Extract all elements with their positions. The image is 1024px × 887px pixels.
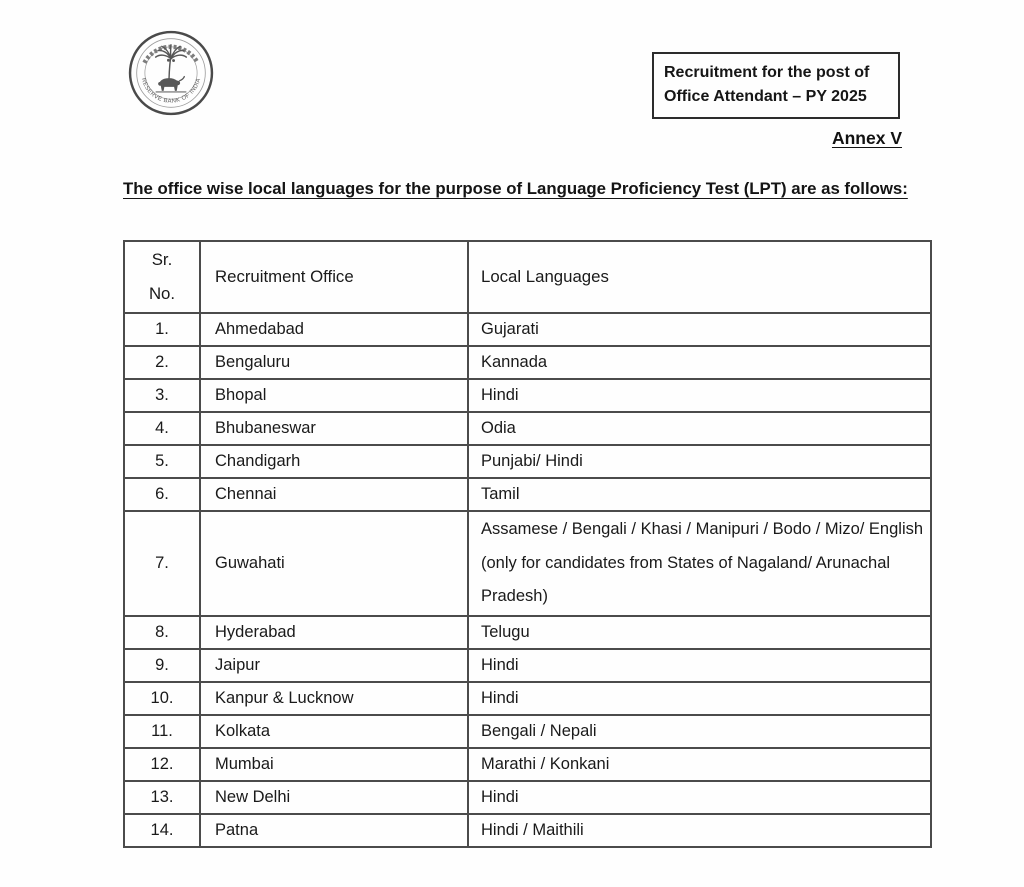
languages-cell: Hindi / Maithili (468, 814, 931, 847)
title-box-line1: Recruitment for the post of (664, 64, 870, 81)
sr-cell: 8. (124, 616, 200, 649)
logo-ring-text: RESERVE BANK OF INDIA (139, 77, 203, 105)
sr-cell: 5. (124, 445, 200, 478)
table-row (124, 781, 931, 814)
sr-cell: 10. (124, 682, 200, 715)
table-row (124, 478, 931, 511)
sr-cell: 1. (124, 313, 200, 346)
table-row (124, 313, 931, 346)
sr-cell: 4. (124, 412, 200, 445)
languages-cell: Hindi (468, 379, 931, 412)
table-row (124, 682, 931, 715)
languages-cell: Hindi (468, 649, 931, 682)
office-cell: Chandigarh (200, 445, 468, 478)
sr-cell: 7. (124, 511, 200, 616)
office-cell: Kanpur & Lucknow (200, 682, 468, 715)
rbi-seal-icon (128, 30, 214, 116)
sr-cell: 12. (124, 748, 200, 781)
office-cell: Bhubaneswar (200, 412, 468, 445)
table-row (124, 511, 931, 616)
office-cell: Bengaluru (200, 346, 468, 379)
rbi-logo (128, 30, 214, 116)
sr-cell: 9. (124, 649, 200, 682)
table-row (124, 649, 931, 682)
office-cell: Mumbai (200, 748, 468, 781)
office-cell: Kolkata (200, 715, 468, 748)
languages-cell: Hindi (468, 781, 931, 814)
table-row (124, 346, 931, 379)
table-row (124, 616, 931, 649)
table-row (124, 748, 931, 781)
sr-cell: 3. (124, 379, 200, 412)
office-cell: Patna (200, 814, 468, 847)
table-row (124, 412, 931, 445)
sr-cell: 14. (124, 814, 200, 847)
office-cell: Ahmedabad (200, 313, 468, 346)
languages-cell: Gujarati (468, 313, 931, 346)
table-row (124, 445, 931, 478)
office-cell: Bhopal (200, 379, 468, 412)
languages-cell: Tamil (468, 478, 931, 511)
header-sr-line2: No. (148, 284, 176, 303)
languages-cell: Odia (468, 412, 931, 445)
table-row (124, 379, 931, 412)
table-row (124, 814, 931, 847)
table-row (124, 715, 931, 748)
sr-cell: 13. (124, 781, 200, 814)
languages-cell: Marathi / Konkani (468, 748, 931, 781)
title-box (652, 52, 900, 119)
languages-cell: Hindi (468, 682, 931, 715)
header-recruitment-office: Recruitment Office (200, 241, 468, 313)
title-box-line2: Office Attendant – PY 2025 (664, 88, 867, 105)
annex-label: Annex V (831, 128, 902, 148)
table-header-row (124, 241, 931, 313)
header-sr-line1: Sr. (151, 250, 173, 269)
sr-cell: 6. (124, 478, 200, 511)
office-cell: Chennai (200, 478, 468, 511)
languages-cell: Kannada (468, 346, 931, 379)
sr-cell: 11. (124, 715, 200, 748)
sr-cell: 2. (124, 346, 200, 379)
languages-cell: Assamese / Bengali / Khasi / Manipuri / Bodo / Mizo/ English (only for candidates from States of Nagaland/ Arunachal Pradesh) (468, 511, 931, 616)
intro-text: The office wise local languages for the purpose of Language Proficiency Test (LPT) are as follows: (123, 179, 908, 198)
office-cell: New Delhi (200, 781, 468, 814)
office-cell: Guwahati (200, 511, 468, 616)
header-sr-no (124, 241, 200, 313)
languages-cell: Bengali / Nepali (468, 715, 931, 748)
header-local-languages: Local Languages (468, 241, 931, 313)
languages-cell: Telugu (468, 616, 931, 649)
lpt-table (123, 240, 932, 848)
office-cell: Jaipur (200, 649, 468, 682)
languages-cell: Punjabi/ Hindi (468, 445, 931, 478)
office-cell: Hyderabad (200, 616, 468, 649)
